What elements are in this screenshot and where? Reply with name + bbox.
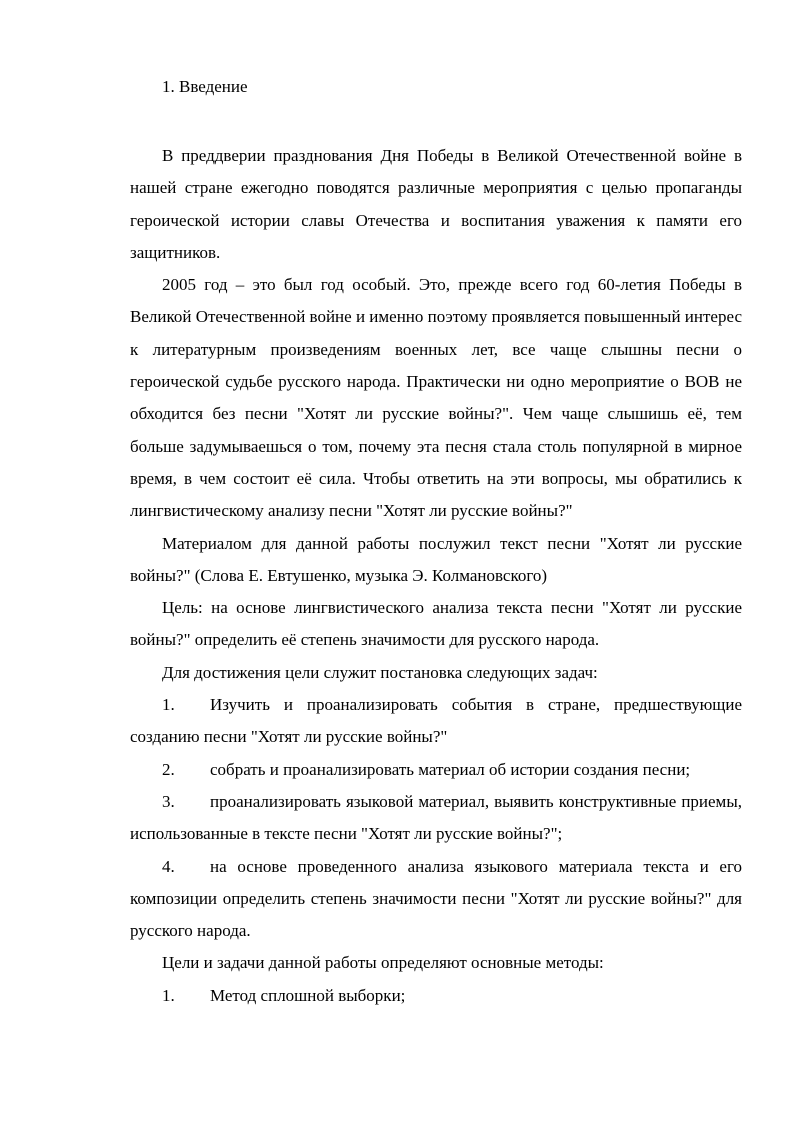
paragraph-methods-intro: Цели и задачи данной работы определяют основные методы: bbox=[162, 953, 604, 973]
document-body bbox=[130, 140, 742, 1012]
task-item bbox=[130, 851, 742, 948]
section-heading: 1. Введение bbox=[162, 77, 248, 96]
method-text: Метод сплошной выборки; bbox=[210, 985, 406, 1005]
task-text: проанализировать языковой материал, выявить конструктивные приемы, использованные в тексте песни "Хотят ли русские войны?"; bbox=[130, 791, 742, 844]
task-number: 2. bbox=[162, 759, 175, 779]
paragraph-intro: В преддверии празднования Дня Победы в Великой Отечественной войне в нашей стране ежегодно поводятся различные мероприятия с целью пропаганды героической истории славы Отечества и воспитания уважения к памяти его защитников. bbox=[130, 146, 742, 262]
method-item bbox=[130, 980, 742, 1012]
paragraph-material: Материалом для данной работы послужил текст песни "Хотят ли русские войны?" (Слова Е. Евтушенко, музыка Э. Колмановского) bbox=[130, 533, 742, 585]
task-number: 4. bbox=[162, 856, 175, 876]
paragraph-2005: 2005 год – это был год особый. Это, прежде всего год 60-летия Победы в Великой Отечественной войне и именно поэтому проявляется повышенный интерес к литературным произведениям военных лет, все чаще слышны песни о героической судьбе русского народа. Практически ни одно мероприятие о ВОВ не обходится без песни "Хотят ли русские войны?". Чем чаще слышишь её, тем больше задумываешься о том, почему эта песня стала столь популярной в мирное время, в чем состоит её сила. Чтобы ответить на эти вопросы, мы обратились к лингвистическому анализу песни "Хотят ли русские войны?" bbox=[130, 275, 742, 521]
task-item bbox=[130, 786, 742, 851]
task-text: Изучить и проанализировать события в стране, предшествующие созданию песни "Хотят ли русские войны?" bbox=[130, 695, 742, 747]
paragraph-tasks-intro: Для достижения цели служит постановка следующих задач: bbox=[162, 662, 598, 682]
task-number: 3. bbox=[162, 791, 175, 811]
paragraph-goal: Цель: на основе лингвистического анализа текста песни "Хотят ли русские войны?" определить её степень значимости для русского народа. bbox=[130, 598, 742, 650]
task-text: собрать и проанализировать материал об истории создания песни; bbox=[210, 759, 691, 779]
task-item bbox=[130, 689, 742, 754]
method-number: 1. bbox=[162, 985, 175, 1005]
task-text: на основе проведенного анализа языкового материала текста и его композиции определить степень значимости песни "Хотят ли русские войны?" для русского народа. bbox=[130, 856, 742, 941]
task-item bbox=[130, 754, 742, 786]
task-number: 1. bbox=[162, 695, 175, 715]
